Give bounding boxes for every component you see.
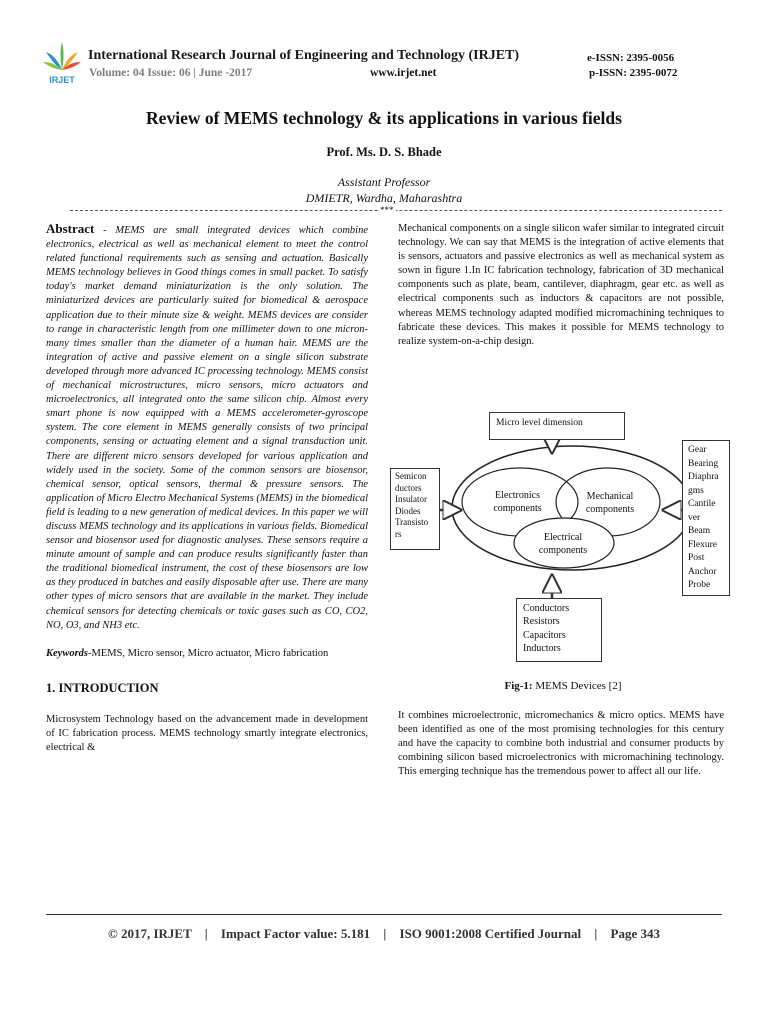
figure-caption xyxy=(398,680,728,692)
figure-caption-text: MEMS Devices [2] xyxy=(532,680,622,692)
box-mechanical-line: Post xyxy=(688,553,705,563)
box-micro-level-dimension xyxy=(489,412,625,440)
footer-iso: ISO 9001:2008 Certified Journal xyxy=(399,926,582,941)
box-electrical-parts xyxy=(516,598,602,662)
box-mechanical-parts xyxy=(682,440,730,596)
box-semiconductors-line: Transisto xyxy=(395,517,429,527)
keywords-label: Keywords xyxy=(46,647,88,659)
box-mechanical-line: Beam xyxy=(688,526,711,536)
footer-page-number: Page 343 xyxy=(610,926,660,941)
journal-name: International Research Journal of Engineering and Technology (IRJET) xyxy=(88,48,520,63)
box-semiconductors-line: rs xyxy=(395,528,402,539)
introduction-heading: 1. INTRODUCTION xyxy=(46,680,159,695)
keywords-text: -MEMS, Micro sensor, Micro actuator, Micro fabrication xyxy=(88,647,329,659)
page-footer xyxy=(0,926,768,942)
label-electronics-components xyxy=(480,490,555,515)
box-semiconductors-line: Semicon xyxy=(395,471,427,481)
label-electronics-line: components xyxy=(493,502,542,514)
journal-website-link[interactable]: www.irjet.net xyxy=(370,67,437,79)
label-electrical-components xyxy=(528,532,598,557)
abstract-label: Abstract xyxy=(46,221,95,236)
box-electrical-line: Capacitors xyxy=(523,629,566,641)
box-semiconductors-line: ductors xyxy=(395,482,422,493)
author-name: Prof. Ms. D. S. Bhade xyxy=(326,145,442,159)
right-column-paragraph-1: Mechanical components on a single silicon wafer similar to integrated circuit technology. We can say that MEMS is the integration of active elements that is sensors, actuators and passive electronics as well as mechanical system as sown in figure 1.In IC fabrication technology, fabrication of 3D mechanical components such as plate, beam, cantilever, diaphragm, gear etc. as well as electrical components such as inductors & capacitors are not possible, whereas MEMS technology adapted modified micromachining techniques to fabricate these devices. This makes it possible for MEMS technology to realize system-on-a-chip design. xyxy=(398,223,724,347)
box-micro-level-dimension-text: Micro level dimension xyxy=(496,417,583,428)
box-semiconductors xyxy=(390,468,440,550)
box-electrical-line: Conductors xyxy=(523,603,570,614)
e-issn: e-ISSN: 2395-0056 xyxy=(587,52,675,64)
logo-leaf-icon xyxy=(43,42,81,70)
footer-impact-factor: Impact Factor value: 5.181 xyxy=(220,926,371,941)
label-electronics-line: Electronics xyxy=(495,490,540,501)
abstract-text: - MEMS are small integrated devices which combine electronics, electrical as well as mechanical element to meet the control related functional requirements such as sensing and actuation. Basically MEMS technology believes in Good things comes in small packet. To satisfy today's market demand miniaturization is the only solution. The miniaturized devices are particularly suited for biomedical & aerospace application due to their minute size & weight. MEMS devices are consider to range in characteristic length from one millimeter down to one micron-many times smaller than the diameter of a human hair. MEMS are the integration of active and passive element on a single silicon substrate developed through more advanced IC processing technology. MEMS consist of mechanical microstructures, micro sensors, micro actuators and microelectronics, all integrated onto the same silicon chip. Almost every smart phone is now equipped with a MEMS accelerometer-gyroscope system. The core element in MEMS generally consists of two principal components, sensing or actuating element and a signal transduction unit. There are different micro sensors developed for various application and widely used in the society. Some of the common sensors are biosensor, chemical sensor, optical sensors, thermal & pressure sensors. The application of Micro Electro Mechanical Systems (MEMS) in the biomedical field is leading to a new generation of medical devices. In this paper we will discuss MEMS technology and its applications in various fields. Biomedical sensor and biosensor used for diagnostic analyses. These sensors require a minute amount of sample and can produce results significantly faster than the traditional biomedical instrument, the cost of these biosensors are low as they produced in batches and easily disposable after use. There are many other types of micro sensors that are available in the market. They include chemical sensors for detecting chemicals or toxic gases such as CO, CO2, NO, O3, and NH3 etc. xyxy=(46,225,369,631)
footer-copyright: © 2017, IRJET xyxy=(108,926,192,941)
footer-separator: | xyxy=(594,926,598,941)
right-column-paragraph-2: It combines microelectronic, micromechanics & micro optics. MEMS have been identified as one of the most promising technologies for this century and have the capacity to combine both industrial and consumer products by combining silicon based microelectronics with micromachining technology. This emerging technique has the tremendous power to affect all our life. xyxy=(398,710,724,778)
irjet-logo xyxy=(40,40,84,86)
author-position: Assistant Professor xyxy=(337,175,431,189)
box-mechanical-line: Flexure xyxy=(688,539,718,550)
box-mechanical-line: Gear xyxy=(688,445,707,455)
author-institution: DMIETR, Wardha, Maharashtra xyxy=(305,191,463,205)
box-semiconductors-line: Insulator xyxy=(395,494,427,504)
keywords xyxy=(46,647,368,661)
introduction-text: Microsystem Technology based on the advancement made in development of IC fabrication process. MEMS technology smartly integrate electronics, electrical & xyxy=(46,713,368,754)
box-mechanical-line: ver xyxy=(688,512,701,523)
footer-separator: | xyxy=(204,926,208,941)
separator-line xyxy=(70,210,722,211)
label-mechanical-line: Mechanical xyxy=(586,491,634,502)
figure-caption-label: Fig-1: xyxy=(504,680,533,692)
label-mechanical-components xyxy=(575,491,645,516)
footer-separator: | xyxy=(383,926,387,941)
label-electrical-line: components xyxy=(538,544,588,556)
left-column xyxy=(46,222,368,755)
p-issn: p-ISSN: 2395-0072 xyxy=(589,67,678,79)
footer-rule xyxy=(46,914,722,915)
figure-mems-devices xyxy=(380,410,740,670)
paper-title: Review of MEMS technology & its applications in various fields xyxy=(146,108,622,128)
box-semiconductors-line: Diodes xyxy=(395,505,421,516)
box-mechanical-line: Diaphra xyxy=(688,472,719,482)
volume-issue: Volume: 04 Issue: 06 | June -2017 xyxy=(89,67,253,79)
box-mechanical-line: gms xyxy=(688,485,704,496)
box-mechanical-line: Cantile xyxy=(688,499,716,509)
box-electrical-line: Inductors xyxy=(523,642,561,654)
box-electrical-line: Resistors xyxy=(523,616,560,628)
box-mechanical-line: Anchor xyxy=(688,566,717,577)
label-electrical-line: Electrical xyxy=(543,532,583,543)
abstract xyxy=(46,222,368,633)
box-mechanical-line: Bearing xyxy=(688,458,719,469)
label-mechanical-line: components xyxy=(585,503,635,515)
separator-mark: *** xyxy=(380,205,394,215)
box-mechanical-line: Probe xyxy=(688,580,711,590)
logo-text: IRJET xyxy=(49,75,75,85)
